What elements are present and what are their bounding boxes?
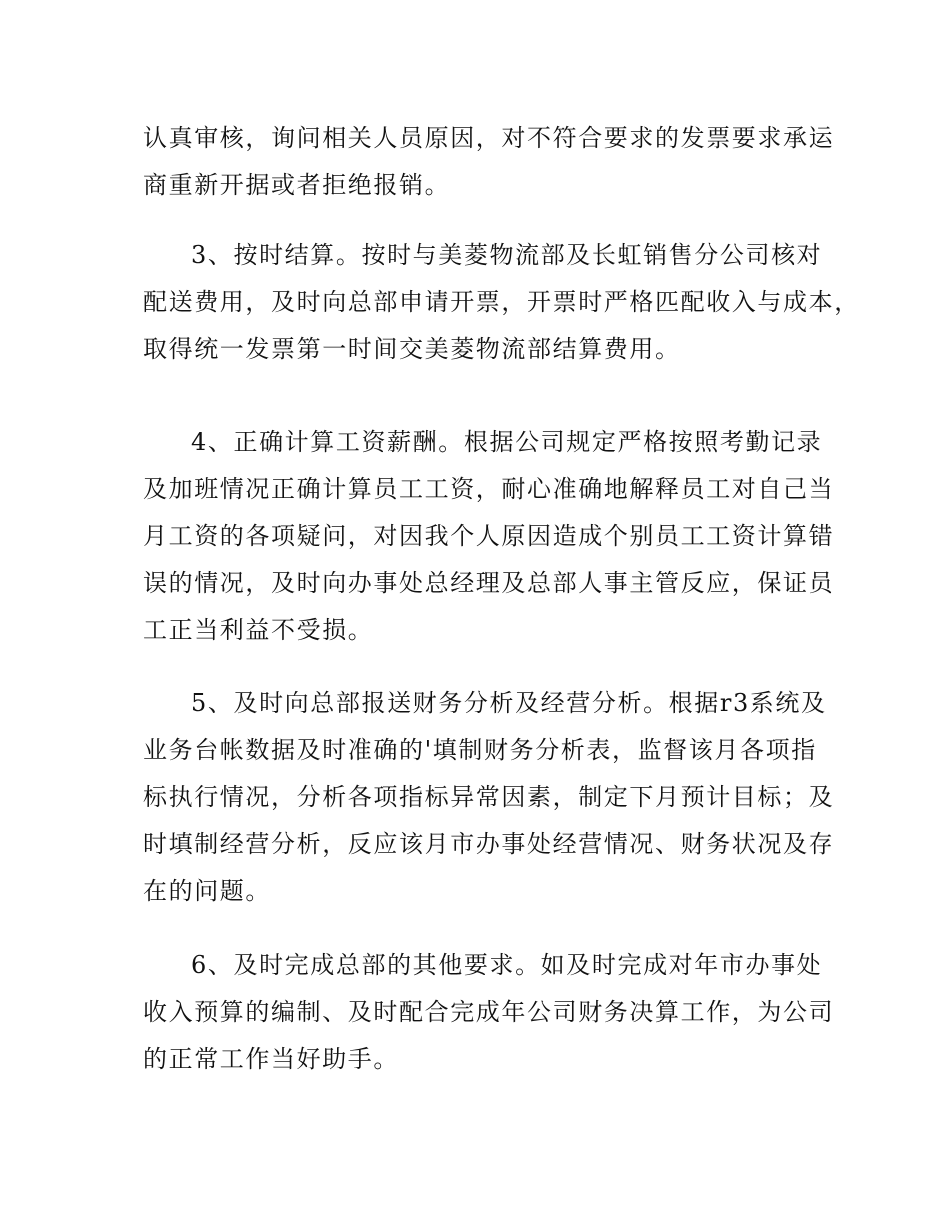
text-line: 月工资的各项疑问，对因我个人原因造成个别员工工资计算错 [143, 522, 835, 550]
text-line: 误的情况，及时向办事处总经理及总部人事主管反应，保证员 [143, 569, 835, 597]
text-line: 业务台帐数据及时准确的'填制财务分析表，监督该月各项指 [143, 736, 817, 764]
text-line: 的正常工作当好助手。 [143, 1045, 399, 1073]
text-line: 认真审核，询问相关人员原因，对不符合要求的发票要求承运 [143, 124, 835, 152]
text-line: 及加班情况正确计算员工工资，耐心准确地解释员工对自己当 [143, 475, 835, 503]
paragraph-item-4 [143, 419, 833, 654]
text-line: 6、及时完成总部的其他要求。如及时完成对年市办事处 [191, 951, 823, 979]
text-line: 时填制经营分析，反应该月市办事处经营情况、财务状况及存 [143, 830, 835, 858]
text-line: 在的问题。 [143, 877, 271, 905]
text-line: 3、按时结算。按时与美菱物流部及长虹销售分公司核对 [191, 241, 823, 269]
text-line: 5、及时向总部报送财务分析及经营分析。根据r3系统及 [191, 689, 827, 717]
paragraph-item-5 [143, 680, 833, 915]
text-line: 商重新开据或者拒绝报销。 [143, 171, 451, 199]
text-line: 配送费用，及时向总部申请开票，开票时严格匹配收入与成本， [143, 288, 860, 316]
text-line: 取得统一发票第一时间交美菱物流部结算费用。 [143, 335, 681, 363]
paragraph-item-3 [143, 232, 860, 373]
text-line: 4、正确计算工资薪酬。根据公司规定严格按照考勤记录 [191, 428, 823, 456]
text-line: 收入预算的编制、及时配合完成年公司财务决算工作，为公司 [143, 998, 835, 1026]
text-line: 工正当利益不受损。 [143, 616, 374, 644]
paragraph-item-6 [143, 942, 833, 1083]
paragraph-invoice-review [143, 115, 833, 209]
text-line: 标执行情况，分析各项指标异常因素，制定下月预计目标；及 [143, 783, 835, 811]
